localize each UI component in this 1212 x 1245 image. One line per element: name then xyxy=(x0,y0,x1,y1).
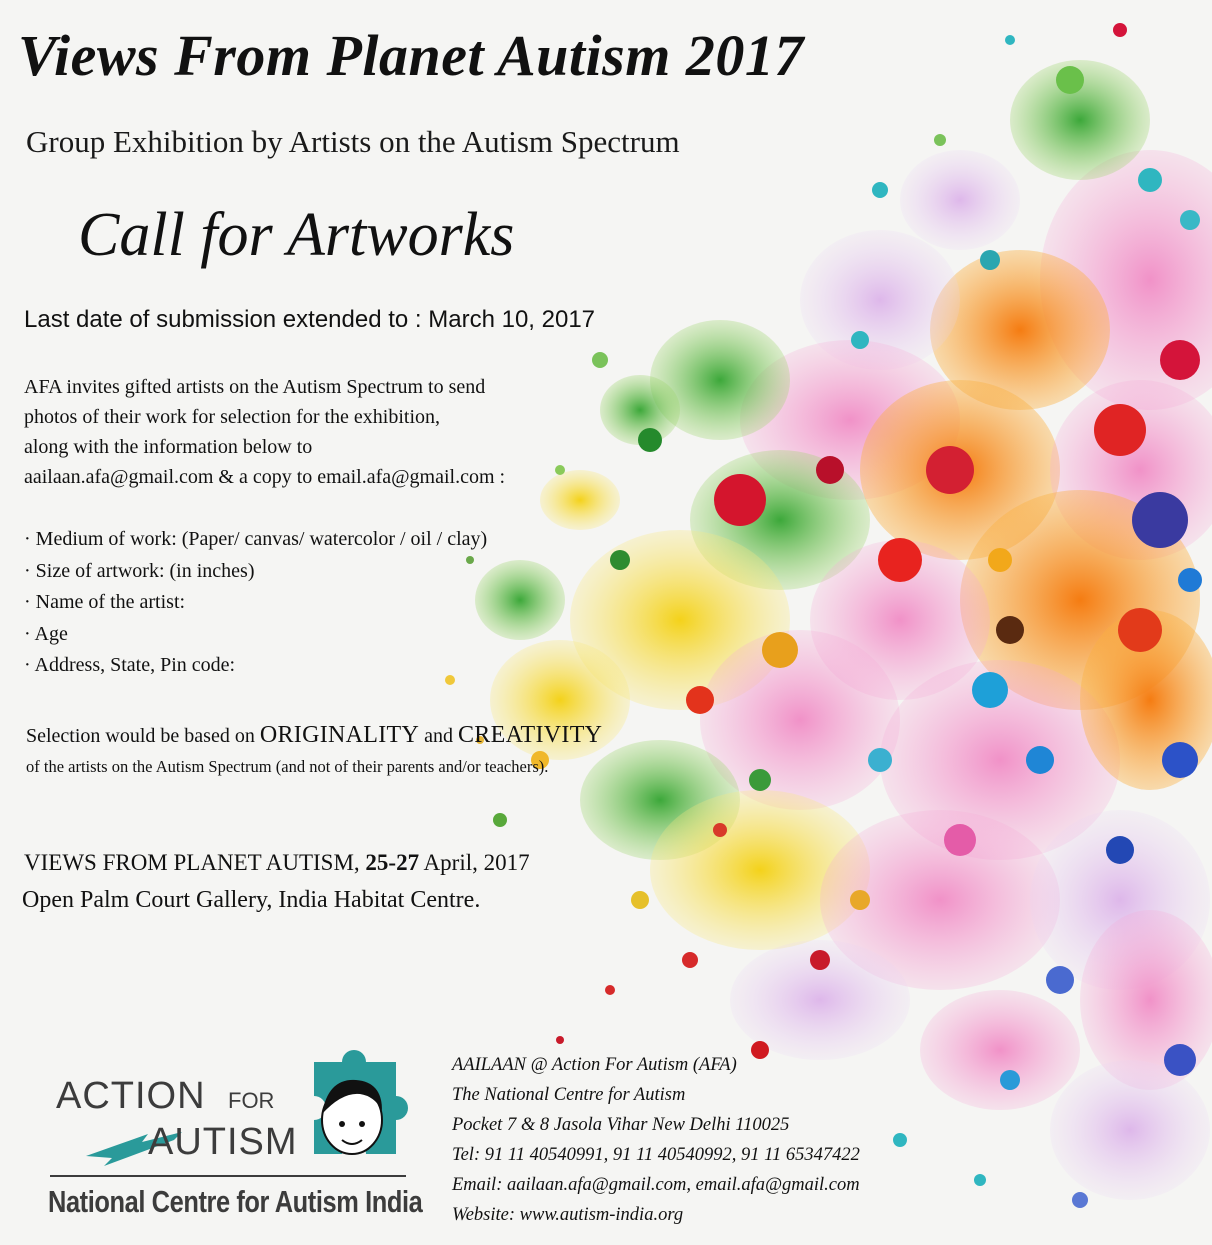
event-name: VIEWS FROM PLANET AUTISM, xyxy=(24,850,366,875)
poster-title: Views From Planet Autism 2017 xyxy=(18,23,804,88)
creativity-text: CREATIVITY xyxy=(458,722,603,748)
selection-prefix: Selection would be based on xyxy=(26,725,260,747)
contact-phone: Tel: 91 11 40540991, 91 11 40540992, 91 11 65347422 xyxy=(452,1145,860,1165)
event-month: April, 2017 xyxy=(419,850,530,875)
contact-address: Pocket 7 & 8 Jasola Vihar New Delhi 110025 xyxy=(452,1115,790,1135)
call-for-artworks-heading: Call for Artworks xyxy=(78,201,515,269)
child-face-icon xyxy=(322,1080,382,1154)
logo-for-text: FOR xyxy=(228,1088,275,1113)
selection-note: of the artists on the Autism Spectrum (and not of their parents and/or teachers). xyxy=(26,757,549,776)
logo-action-text: ACTION xyxy=(56,1075,206,1117)
event-name-dates xyxy=(24,850,530,876)
logo-autism-text: AUTISM xyxy=(148,1121,298,1163)
invite-paragraph xyxy=(24,372,505,492)
poster-subtitle: Group Exhibition by Artists on the Autism Spectrum xyxy=(26,124,680,159)
contact-centre: The National Centre for Autism xyxy=(452,1085,686,1105)
contact-email: Email: aailaan.afa@gmail.com, email.afa@gmail.com xyxy=(452,1175,860,1195)
event-dates: 25-27 xyxy=(365,850,420,875)
event-venue: Open Palm Court Gallery, India Habitat Centre. xyxy=(22,887,481,913)
list-item: · Name of the artist: xyxy=(24,591,186,613)
selection-and: and xyxy=(419,725,458,747)
logo-tagline: National Centre for Autism India xyxy=(48,1184,423,1219)
submission-deadline: Last date of submission extended to : March 10, 2017 xyxy=(24,306,596,333)
invite-line: along with the information below to xyxy=(24,436,313,458)
list-item: · Address, State, Pin code: xyxy=(24,654,236,676)
contact-org: AAILAAN @ Action For Autism (AFA) xyxy=(452,1055,737,1075)
invite-line: photos of their work for selection for the exhibition, xyxy=(24,406,441,428)
contact-website: Website: www.autism-india.org xyxy=(452,1205,684,1225)
list-item: · Size of artwork: (in inches) xyxy=(24,559,255,582)
list-item: · Medium of work: (Paper/ canvas/ watercolor / oil / clay) xyxy=(24,528,488,550)
invite-line: AFA invites gifted artists on the Autism Spectrum to send xyxy=(24,376,486,398)
required-info-list xyxy=(24,524,487,682)
selection-criteria xyxy=(26,722,602,749)
list-item: · Age xyxy=(24,622,68,645)
contact-block xyxy=(452,1050,860,1230)
originality-text: ORIGINALITY xyxy=(259,722,420,748)
invite-line-emails: aailaan.afa@gmail.com & a copy to email.afa@gmail.com : xyxy=(24,466,506,488)
